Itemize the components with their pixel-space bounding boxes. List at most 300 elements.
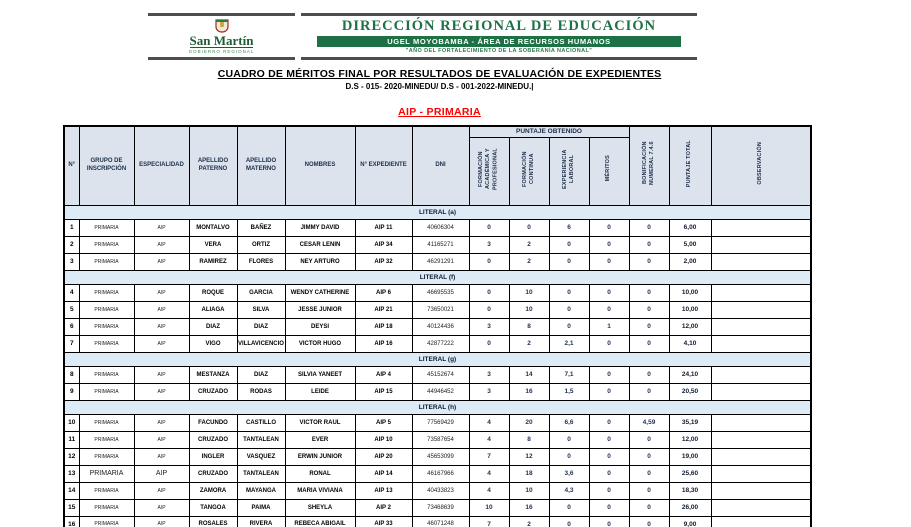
cell-paterno: CRUZADO (189, 465, 237, 482)
cell-el: 0 (549, 284, 589, 301)
cell-obs (711, 318, 811, 335)
cell-fa: 4 (469, 482, 509, 499)
cell-fc: 12 (509, 448, 549, 465)
cell-paterno: ZAMORA (189, 482, 237, 499)
cell-exp: AIP 33 (355, 516, 412, 527)
cell-dni: 40606304 (412, 219, 469, 236)
cell-me: 0 (589, 366, 629, 383)
cell-fa: 10 (469, 499, 509, 516)
cell-materno: ORTIZ (237, 236, 285, 253)
cell-exp: AIP 15 (355, 383, 412, 400)
cell-exp: AIP 21 (355, 301, 412, 318)
cell-me: 0 (589, 431, 629, 448)
col-header-observacion-label: OBSERVACIÓN (757, 141, 764, 185)
table-row (64, 301, 811, 318)
cell-n: 14 (64, 482, 79, 499)
cell-dni: 46167966 (412, 465, 469, 482)
col-header-formacion-continua-label: FORMACIÓN CONTINUA (521, 150, 535, 187)
col-header-expediente: N° EXPEDIENTE (355, 126, 412, 205)
col-header-n: N° (64, 126, 79, 205)
cell-materno: DIAZ (237, 366, 285, 383)
section-band: LITERAL (g) (64, 352, 811, 366)
cell-bon: 4,59 (629, 414, 669, 431)
table-row (64, 465, 811, 482)
cell-materno: CASTILLO (237, 414, 285, 431)
coat-of-arms-icon (214, 19, 230, 33)
cell-bon: 0 (629, 236, 669, 253)
cell-dni: 40433823 (412, 482, 469, 499)
cell-exp: AIP 4 (355, 366, 412, 383)
cell-obs (711, 431, 811, 448)
cell-esp: AIP (134, 431, 189, 448)
cell-me: 0 (589, 301, 629, 318)
table-row (64, 414, 811, 431)
cell-esp: AIP (134, 383, 189, 400)
cell-total: 5,00 (669, 236, 711, 253)
cell-total: 9,00 (669, 516, 711, 527)
cell-fc: 8 (509, 431, 549, 448)
cell-materno: VILLAVICENCIO (237, 335, 285, 352)
cell-exp: AIP 2 (355, 499, 412, 516)
cell-me: 0 (589, 465, 629, 482)
cell-obs (711, 335, 811, 352)
cell-obs (711, 414, 811, 431)
cell-n: 8 (64, 366, 79, 383)
cell-grupo: PRIMARIA (79, 448, 134, 465)
cell-bon: 0 (629, 318, 669, 335)
cell-materno: TANTALEAN (237, 465, 285, 482)
cell-dni: 41165271 (412, 236, 469, 253)
cell-fc: 0 (509, 219, 549, 236)
cell-fc: 10 (509, 301, 549, 318)
cell-el: 0 (549, 318, 589, 335)
cell-exp: AIP 10 (355, 431, 412, 448)
cell-nombres: SHEYLA (285, 499, 355, 516)
col-header-puntaje-total-label: PUNTAJE TOTAL (686, 139, 693, 187)
document-title: CUADRO DE MÉRITOS FINAL POR RESULTADOS DE EVALUACIÓN DE EXPEDIENTES (217, 68, 662, 80)
cell-total: 20,50 (669, 383, 711, 400)
cell-obs (711, 219, 811, 236)
col-header-dni: DNI (412, 126, 469, 205)
cell-esp: AIP (134, 318, 189, 335)
logo-region-subtitle: GOBIERNO REGIONAL (188, 49, 255, 54)
cell-exp: AIP 34 (355, 236, 412, 253)
cell-bon: 0 (629, 431, 669, 448)
cell-materno: BAÑEZ (237, 219, 285, 236)
section-row (64, 270, 811, 284)
cell-materno: DIAZ (237, 318, 285, 335)
section-row (64, 400, 811, 414)
cell-n: 12 (64, 448, 79, 465)
table-row (64, 335, 811, 352)
cell-n: 6 (64, 318, 79, 335)
cell-paterno: MESTANZA (189, 366, 237, 383)
cell-grupo: PRIMARIA (79, 219, 134, 236)
cell-grupo: PRIMARIA (79, 482, 134, 499)
cell-fc: 18 (509, 465, 549, 482)
table-row (64, 482, 811, 499)
cell-grupo: PRIMARIA (79, 414, 134, 431)
cell-paterno: ROSALES (189, 516, 237, 527)
col-header-puntaje-total (669, 126, 711, 205)
document-subtitle: D.S - 015- 2020-MINEDU/ D.S - 001-2022-MINEDU.| (345, 82, 534, 91)
cell-dni: 45152674 (412, 366, 469, 383)
cell-me: 0 (589, 448, 629, 465)
cell-fc: 16 (509, 499, 549, 516)
cell-nombres: REBECA ABIGAIL (285, 516, 355, 527)
cell-esp: AIP (134, 366, 189, 383)
section-band: LITERAL (f) (64, 270, 811, 284)
cell-obs (711, 383, 811, 400)
cell-esp: AIP (134, 335, 189, 352)
cell-bon: 0 (629, 366, 669, 383)
cell-fc: 8 (509, 318, 549, 335)
cell-total: 10,00 (669, 284, 711, 301)
cell-el: 0 (549, 236, 589, 253)
cell-paterno: VERA (189, 236, 237, 253)
col-header-formacion-continua (509, 137, 549, 205)
cell-fa: 0 (469, 335, 509, 352)
section-band: LITERAL (h) (64, 400, 811, 414)
cell-materno: GARCIA (237, 284, 285, 301)
cell-me: 0 (589, 516, 629, 527)
cell-esp: AIP (134, 465, 189, 482)
regional-logo (148, 13, 295, 60)
cell-paterno: DIAZ (189, 318, 237, 335)
cell-dni: 73650021 (412, 301, 469, 318)
table-row (64, 318, 811, 335)
cell-el: 0 (549, 253, 589, 270)
cell-esp: AIP (134, 219, 189, 236)
cell-fc: 14 (509, 366, 549, 383)
col-header-bonificacion-label: BONIFICACIÓN NUMERAL 7.4.6 (641, 141, 655, 186)
banner-direction-title: DIRECCIÓN REGIONAL DE EDUCACIÓN (341, 18, 657, 35)
cell-el: 4,3 (549, 482, 589, 499)
cell-me: 0 (589, 482, 629, 499)
table-row (64, 431, 811, 448)
cell-grupo: PRIMARIA (79, 284, 134, 301)
cell-me: 1 (589, 318, 629, 335)
cell-el: 0 (549, 448, 589, 465)
cell-total: 2,00 (669, 253, 711, 270)
cell-obs (711, 301, 811, 318)
cell-total: 19,00 (669, 448, 711, 465)
table-row (64, 219, 811, 236)
col-header-formacion-academica-label: FORMACIÓN ACADÉMICA Y PROFESIONAL (478, 147, 499, 190)
cell-fc: 2 (509, 236, 549, 253)
cell-n: 16 (64, 516, 79, 527)
cell-esp: AIP (134, 516, 189, 527)
cell-el: 0 (549, 431, 589, 448)
col-header-formacion-academica (469, 137, 509, 205)
cell-n: 9 (64, 383, 79, 400)
cell-fa: 0 (469, 219, 509, 236)
cell-paterno: RAMIREZ (189, 253, 237, 270)
section-row (64, 205, 811, 219)
cell-me: 0 (589, 499, 629, 516)
cell-obs (711, 448, 811, 465)
cell-exp: AIP 5 (355, 414, 412, 431)
cell-materno: VASQUEZ (237, 448, 285, 465)
cell-dni: 46291291 (412, 253, 469, 270)
cell-fc: 10 (509, 284, 549, 301)
cell-total: 35,19 (669, 414, 711, 431)
cell-fa: 3 (469, 383, 509, 400)
cell-fa: 3 (469, 318, 509, 335)
cell-exp: AIP 6 (355, 284, 412, 301)
cell-el: 6,6 (549, 414, 589, 431)
cell-paterno: INGLER (189, 448, 237, 465)
cell-dni: 40124436 (412, 318, 469, 335)
cell-bon: 0 (629, 335, 669, 352)
cell-total: 24,10 (669, 366, 711, 383)
cell-esp: AIP (134, 301, 189, 318)
cell-bon: 0 (629, 301, 669, 318)
cell-n: 4 (64, 284, 79, 301)
cell-paterno: VIGO (189, 335, 237, 352)
cell-fa: 0 (469, 301, 509, 318)
cell-paterno: ROQUE (189, 284, 237, 301)
cell-fa: 4 (469, 414, 509, 431)
cell-fa: 7 (469, 516, 509, 527)
col-header-especialidad: ESPECIALIDAD (134, 126, 189, 205)
cell-el: 6 (549, 219, 589, 236)
cell-paterno: MONTALVO (189, 219, 237, 236)
cell-dni: 77569429 (412, 414, 469, 431)
cell-el: 3,6 (549, 465, 589, 482)
col-header-meritos-label: MÉRITOS (605, 155, 612, 182)
cell-dni: 45653099 (412, 448, 469, 465)
cell-bon: 0 (629, 499, 669, 516)
cell-esp: AIP (134, 236, 189, 253)
cell-bon: 0 (629, 284, 669, 301)
cell-materno: SILVA (237, 301, 285, 318)
cell-nombres: RONAL (285, 465, 355, 482)
cell-grupo: PRIMARIA (79, 236, 134, 253)
cell-me: 0 (589, 236, 629, 253)
cell-obs (711, 284, 811, 301)
cell-fc: 10 (509, 482, 549, 499)
cell-total: 18,30 (669, 482, 711, 499)
cell-total: 25,60 (669, 465, 711, 482)
table-row (64, 516, 811, 527)
cell-fa: 3 (469, 236, 509, 253)
cell-grupo: PRIMARIA (79, 516, 134, 527)
cell-grupo: PRIMARIA (79, 318, 134, 335)
cell-nombres: CESAR LENIN (285, 236, 355, 253)
cell-esp: AIP (134, 414, 189, 431)
col-header-apellido-materno: APELLIDO MATERNO (237, 126, 285, 205)
cell-fc: 20 (509, 414, 549, 431)
cell-dni: 73587654 (412, 431, 469, 448)
cell-total: 6,00 (669, 219, 711, 236)
cell-exp: AIP 18 (355, 318, 412, 335)
cell-nombres: MARIA VIVIANA (285, 482, 355, 499)
section-band: LITERAL (a) (64, 205, 811, 219)
cell-nombres: DEYSI (285, 318, 355, 335)
cell-materno: RIVERA (237, 516, 285, 527)
cell-el: 1,5 (549, 383, 589, 400)
cell-obs (711, 236, 811, 253)
table-row (64, 499, 811, 516)
cell-n: 10 (64, 414, 79, 431)
cell-paterno: ALIAGA (189, 301, 237, 318)
cell-materno: PAIMA (237, 499, 285, 516)
cell-grupo: PRIMARIA (79, 301, 134, 318)
cell-el: 0 (549, 499, 589, 516)
cell-nombres: JIMMY DAVID (285, 219, 355, 236)
table-row (64, 383, 811, 400)
col-header-experiencia-laboral (549, 137, 589, 205)
cell-bon: 0 (629, 253, 669, 270)
section-row (64, 352, 811, 366)
cell-me: 0 (589, 414, 629, 431)
cell-me: 0 (589, 284, 629, 301)
group-header-puntaje-obtenido: PUNTAJE OBTENIDO (469, 126, 629, 137)
table-row (64, 448, 811, 465)
cell-n: 3 (64, 253, 79, 270)
col-header-bonificacion (629, 126, 669, 205)
cell-nombres: LEIDE (285, 383, 355, 400)
cell-paterno: CRUZADO (189, 383, 237, 400)
cell-grupo: PRIMARIA (79, 366, 134, 383)
cell-n: 5 (64, 301, 79, 318)
col-header-apellido-paterno: APELLIDO PATERNO (189, 126, 237, 205)
cell-fc: 16 (509, 383, 549, 400)
banner-ugel-bar: UGEL MOYOBAMBA - ÁREA DE RECURSOS HUMANOS (317, 36, 681, 47)
cell-esp: AIP (134, 284, 189, 301)
institution-banner (301, 13, 697, 60)
cell-total: 12,00 (669, 318, 711, 335)
cell-me: 0 (589, 253, 629, 270)
cell-fc: 2 (509, 335, 549, 352)
cell-n: 11 (64, 431, 79, 448)
cell-dni: 46695535 (412, 284, 469, 301)
cell-el: 0 (549, 516, 589, 527)
logo-region-name: San Martín (189, 33, 254, 48)
merit-table-wrap (63, 125, 812, 527)
cell-grupo: PRIMARIA (79, 499, 134, 516)
cell-nombres: ERWIN JUNIOR (285, 448, 355, 465)
cell-bon: 0 (629, 383, 669, 400)
cell-esp: AIP (134, 482, 189, 499)
cell-el: 7,1 (549, 366, 589, 383)
cell-dni: 44946452 (412, 383, 469, 400)
cell-exp: AIP 32 (355, 253, 412, 270)
cell-esp: AIP (134, 253, 189, 270)
table-row (64, 366, 811, 383)
cell-materno: TANTALEAN (237, 431, 285, 448)
cell-fa: 3 (469, 366, 509, 383)
cell-n: 7 (64, 335, 79, 352)
cell-exp: AIP 14 (355, 465, 412, 482)
cell-esp: AIP (134, 499, 189, 516)
cell-grupo: PRIMARIA (79, 465, 134, 482)
cell-el: 0 (549, 301, 589, 318)
table-row (64, 253, 811, 270)
cell-obs (711, 516, 811, 527)
cell-esp: AIP (134, 448, 189, 465)
cell-nombres: VICTOR HUGO (285, 335, 355, 352)
title-block (63, 68, 816, 118)
cell-materno: RODAS (237, 383, 285, 400)
cell-fa: 7 (469, 448, 509, 465)
cell-grupo: PRIMARIA (79, 335, 134, 352)
cell-fa: 0 (469, 284, 509, 301)
cell-fc: 2 (509, 516, 549, 527)
cell-grupo: PRIMARIA (79, 383, 134, 400)
cell-materno: MAYANGA (237, 482, 285, 499)
cell-paterno: FACUNDO (189, 414, 237, 431)
cell-bon: 0 (629, 465, 669, 482)
cell-n: 13 (64, 465, 79, 482)
cell-materno: FLORES (237, 253, 285, 270)
cell-dni: 46071248 (412, 516, 469, 527)
cell-me: 0 (589, 219, 629, 236)
cell-me: 0 (589, 383, 629, 400)
cell-obs (711, 482, 811, 499)
col-header-observacion (711, 126, 811, 205)
cell-dni: 73468639 (412, 499, 469, 516)
cell-fa: 4 (469, 431, 509, 448)
col-header-nombres: NOMBRES (285, 126, 355, 205)
cell-fa: 4 (469, 465, 509, 482)
cell-nombres: JESSE JUNIOR (285, 301, 355, 318)
cell-bon: 0 (629, 482, 669, 499)
cell-nombres: VICTOR RAUL (285, 414, 355, 431)
cell-n: 2 (64, 236, 79, 253)
merit-table (63, 125, 812, 527)
cell-fa: 0 (469, 253, 509, 270)
cell-obs (711, 366, 811, 383)
cell-exp: AIP 20 (355, 448, 412, 465)
cell-bon: 0 (629, 516, 669, 527)
cell-total: 4,10 (669, 335, 711, 352)
cell-el: 2,1 (549, 335, 589, 352)
merit-table-body (64, 205, 811, 527)
cell-exp: AIP 16 (355, 335, 412, 352)
col-header-experiencia-laboral-label: EXPERIENCIA LABORAL (561, 148, 575, 189)
cell-nombres: EVER (285, 431, 355, 448)
cell-bon: 0 (629, 448, 669, 465)
banner-year-motto: "AÑO DEL FORTALECIMIENTO DE LA SOBERANÍA NACIONAL" (405, 47, 593, 54)
cell-total: 12,00 (669, 431, 711, 448)
table-row (64, 236, 811, 253)
cell-total: 26,00 (669, 499, 711, 516)
cell-bon: 0 (629, 219, 669, 236)
col-header-meritos (589, 137, 629, 205)
col-header-grupo: GRUPO DE INSCRIPCIÓN (79, 126, 134, 205)
cell-exp: AIP 13 (355, 482, 412, 499)
cell-paterno: CRUZADO (189, 431, 237, 448)
cell-paterno: TANGOA (189, 499, 237, 516)
cell-nombres: NEY ARTURO (285, 253, 355, 270)
cell-me: 0 (589, 335, 629, 352)
cell-exp: AIP 11 (355, 219, 412, 236)
cell-grupo: PRIMARIA (79, 431, 134, 448)
cell-obs (711, 499, 811, 516)
table-row (64, 284, 811, 301)
cell-fc: 2 (509, 253, 549, 270)
cell-total: 10,00 (669, 301, 711, 318)
cell-grupo: PRIMARIA (79, 253, 134, 270)
cell-obs (711, 253, 811, 270)
cell-n: 15 (64, 499, 79, 516)
cell-nombres: SILVIA YANEET (285, 366, 355, 383)
cell-n: 1 (64, 219, 79, 236)
cell-nombres: WENDY CATHERINE (285, 284, 355, 301)
cell-dni: 42877222 (412, 335, 469, 352)
